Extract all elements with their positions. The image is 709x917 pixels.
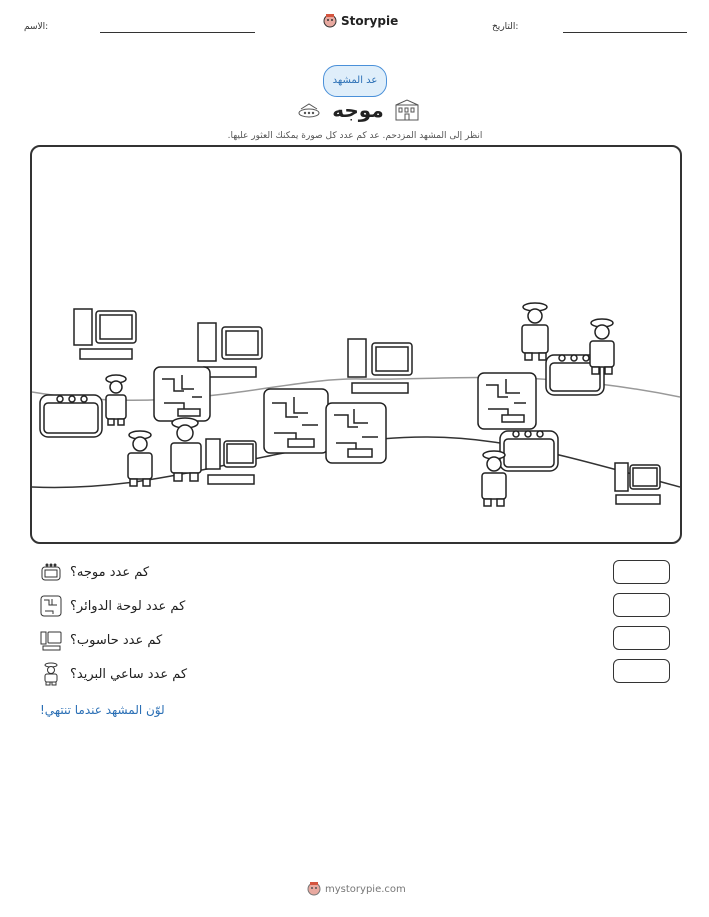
question-text: كم عدد موجه؟ <box>70 564 150 580</box>
section-badge: عد المشهد <box>323 65 387 97</box>
title-row <box>283 96 433 124</box>
mail-carrier-icon <box>171 418 201 481</box>
scene-illustration <box>32 147 680 542</box>
mail-carrier-icon <box>40 662 62 686</box>
footer-site[interactable]: mystorypie.com <box>325 883 406 895</box>
storypie-mascot-icon <box>307 881 321 897</box>
name-label: الاسم: <box>24 22 49 32</box>
page-title: موجه <box>332 98 384 122</box>
computer-icon <box>348 339 412 393</box>
instructions: انظر إلى المشهد المزدحم. عد كم عدد كل صورة يمكنك العثور عليها. <box>227 131 483 141</box>
router-icon <box>40 562 62 582</box>
date-field[interactable] <box>563 32 687 33</box>
question-text: كم عدد لوحة الدوائر؟ <box>70 598 186 614</box>
answer-box[interactable] <box>613 593 670 617</box>
answer-box[interactable] <box>613 626 670 650</box>
footer <box>307 881 406 897</box>
brand-name: Storypie <box>341 14 399 28</box>
circuit-board-icon <box>326 403 386 463</box>
circuit-board-icon <box>40 595 62 617</box>
computer-icon <box>206 439 256 484</box>
question-row <box>40 560 149 584</box>
router-sketch-icon <box>296 101 322 119</box>
question-text: كم عدد ساعي البريد؟ <box>70 666 188 682</box>
router-icon <box>40 395 102 437</box>
name-field[interactable] <box>100 32 255 33</box>
question-row <box>40 628 162 652</box>
computer-icon <box>615 463 660 504</box>
circuit-board-icon <box>154 367 210 421</box>
question-text: كم عدد حاسوب؟ <box>70 632 163 648</box>
router-icon <box>500 431 558 471</box>
mail-carrier-icon <box>590 319 614 374</box>
answer-box[interactable] <box>613 560 670 584</box>
color-instruction: لوّن المشهد عندما تنتهي! <box>40 703 165 717</box>
question-row <box>40 662 187 686</box>
question-row <box>40 594 185 618</box>
date-label: التاريخ: <box>492 22 519 32</box>
computer-icon <box>40 629 62 651</box>
circuit-board-icon <box>264 389 328 453</box>
brand-logo <box>323 13 398 29</box>
circuit-board-icon <box>478 373 536 429</box>
building-icon <box>394 99 420 121</box>
scene-frame <box>30 145 682 544</box>
mail-carrier-icon <box>106 375 126 425</box>
answer-box[interactable] <box>613 659 670 683</box>
storypie-mascot-icon <box>323 13 337 29</box>
computer-icon <box>74 309 136 359</box>
mail-carrier-icon <box>522 303 548 360</box>
mail-carrier-icon <box>128 431 152 486</box>
